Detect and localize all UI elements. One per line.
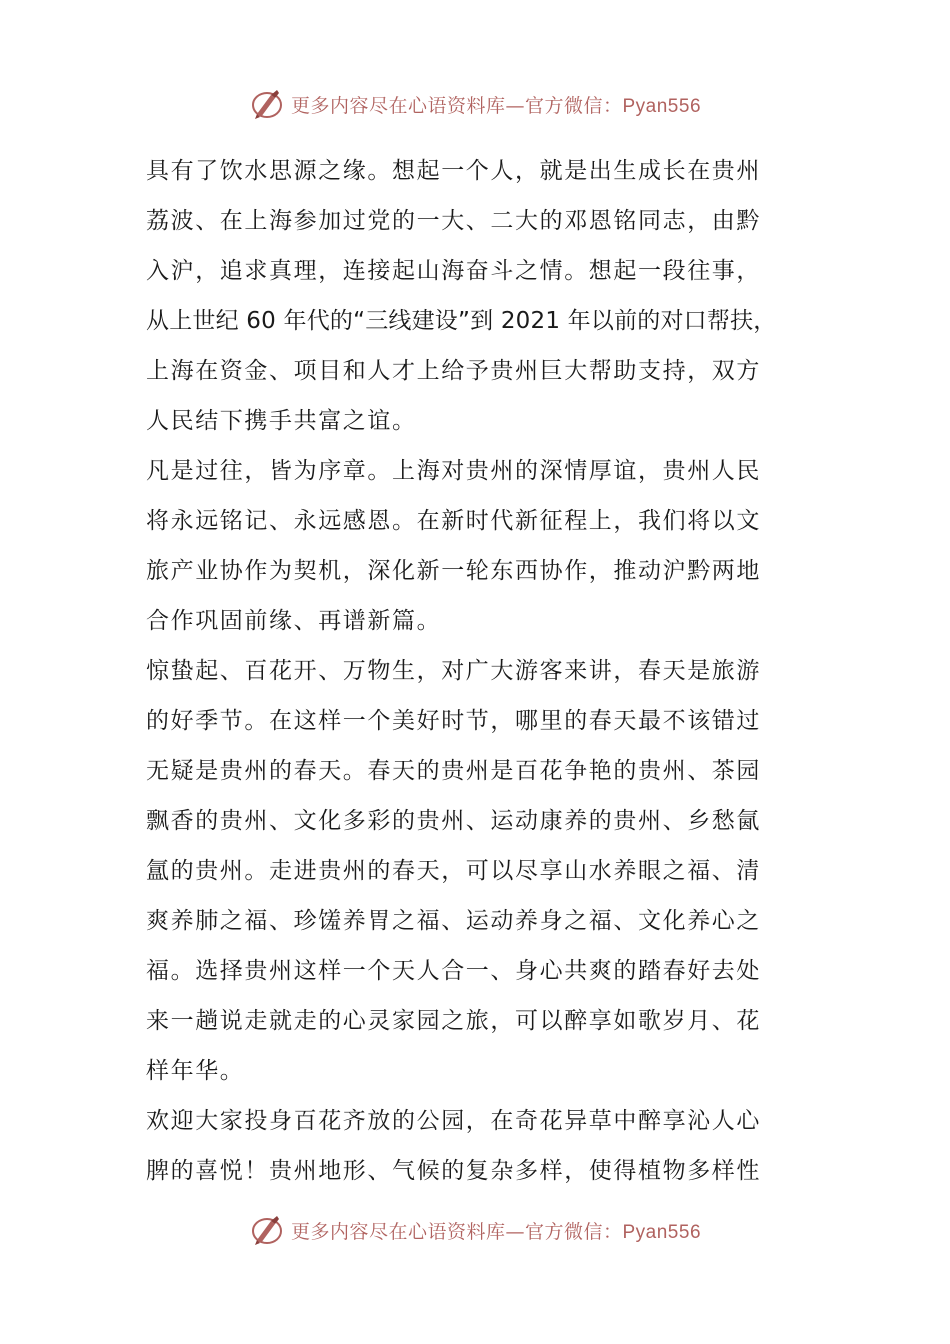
text-line: 凡是过往，皆为序章。上海对贵州的深情厚谊，贵州人民: [146, 458, 761, 484]
text-line: 旅产业协作为契机，深化新一轮东西协作，推动沪黔两地: [146, 558, 761, 584]
text-line: 来一趟说走就走的心灵家园之旅，可以醉享如歌岁月、花: [146, 1008, 761, 1034]
text-line: 从上世纪 60 年代的“三线建设”到 2021 年以前的对口帮扶，: [146, 308, 777, 334]
text-line: 惊蛰起、百花开、万物生，对广大游客来讲，春天是旅游: [146, 658, 761, 684]
text-line: 脾的喜悦！贵州地形、气候的复杂多样，使得植物多样性: [146, 1158, 761, 1184]
text-line: 爽养肺之福、珍馐养胃之福、运动养身之福、文化养心之: [146, 908, 761, 934]
header-banner: [0, 84, 950, 124]
document-body: [146, 146, 810, 1196]
text-line: 飘香的贵州、文化多彩的贵州、运动康养的贵州、乡愁氤: [146, 808, 761, 834]
text-line: 福。选择贵州这样一个天人合一、身心共爽的踏春好去处: [146, 958, 761, 984]
footer-banner: [0, 1210, 950, 1250]
text-line: 欢迎大家投身百花齐放的公园，在奇花异草中醉享沁人心: [146, 1108, 761, 1134]
text-line: 入沪，追求真理，连接起山海奋斗之情。想起一段往事，: [146, 258, 761, 284]
pen-logo-icon: [249, 86, 285, 122]
header-banner-text: 更多内容尽在心语资料库—官方微信：Pyan556: [290, 94, 702, 117]
text-line: 具有了饮水思源之缘。想起一个人，就是出生成长在贵州: [146, 158, 761, 184]
text-line: 上海在资金、项目和人才上给予贵州巨大帮助支持，双方: [146, 358, 761, 384]
text-line: 的好季节。在这样一个美好时节，哪里的春天最不该错过: [146, 708, 761, 734]
header-wechat-id: Pyan556: [622, 95, 702, 117]
text-line: 荔波、在上海参加过党的一大、二大的邓恩铭同志，由黔: [146, 208, 761, 234]
header-banner-inner: [249, 86, 701, 122]
text-line: 人民结下携手共富之谊。: [146, 408, 417, 434]
pen-logo-icon: [249, 1212, 285, 1248]
text-line: 氲的贵州。走进贵州的春天，可以尽享山水养眼之福、清: [146, 858, 761, 884]
text-line: 将永远铭记、永远感恩。在新时代新征程上，我们将以文: [146, 508, 761, 534]
footer-banner-inner: [249, 1212, 701, 1248]
text-line: 合作巩固前缘、再谱新篇。: [146, 608, 442, 634]
text-line: 无疑是贵州的春天。春天的贵州是百花争艳的贵州、茶园: [146, 758, 761, 784]
footer-wechat-id: Pyan556: [622, 1221, 702, 1243]
footer-banner-text: 更多内容尽在心语资料库—官方微信：Pyan556: [290, 1220, 702, 1243]
text-line: 样年华。: [146, 1058, 245, 1084]
